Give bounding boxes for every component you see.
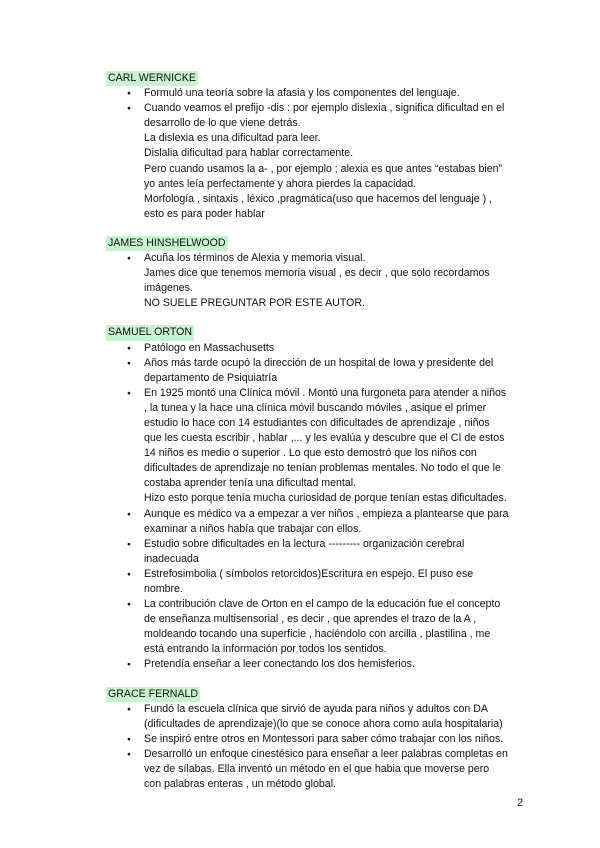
bullet-text-line: (dificultades de aprendizaje)(lo que se conoce ahora como aula hospitalaria): [144, 717, 503, 730]
bullet-list: [108, 251, 528, 311]
bullet-text-line: está entrando la información por todos los sentidos.: [144, 643, 387, 656]
bullet-item: [108, 86, 528, 101]
bullet-text-line: ● Formuló una teoría sobre la afasia y los componentes del lenguaje.: [144, 87, 460, 100]
continuation-text-line: esto es para poder hablar: [144, 207, 265, 220]
bullet-item: [108, 356, 528, 386]
bullet-text-line: departamento de Psiquiatría: [144, 371, 278, 384]
bullet-item: [108, 657, 528, 672]
bullet-text-line: ● Patólogo en Massachusetts: [144, 341, 275, 354]
bullet-text-line: ● La contribución clave de Orton en el campo de la educación fue el concepto: [144, 598, 501, 611]
continuation-text-line: La dislexia es una dificultad para leer.: [144, 132, 321, 145]
bullet-item: [108, 747, 528, 792]
section-heading: JAMES HINSHELWOOD: [106, 236, 228, 251]
bullet-text-line: con palabras enteras , un método global.: [144, 778, 336, 791]
bullet-text-line: 14 niños es medio o superior . Lo que esto demostró que los niños con: [144, 447, 477, 460]
bullet-text-line: ● Desarrolló un enfoque cinestésico para enseñar a leer palabras completas en: [144, 747, 508, 760]
bullet-text-line: ● Estudio sobre dificultades en la lectura --------- organización cerebral: [144, 537, 465, 550]
bullet-text-line: ● Se inspiró entre otros en Montessori para saber cómo trabajar con los niños.: [144, 732, 504, 745]
author-section: [108, 71, 528, 222]
bullet-text-line: nombre.: [144, 583, 183, 595]
continuation-text-line: yo antes leía perfectamente y ahora pierdes la capacidad.: [144, 177, 417, 190]
bullet-text-line: desarrollo de lo que viene detrás.: [144, 117, 301, 130]
bullet-item: [108, 537, 528, 567]
bullet-text-line: vez de sílabas. Ella inventó un método en el que habia que moverse pero: [144, 763, 490, 776]
bullet-item: [108, 251, 528, 311]
bullet-text-line: ● Fundó la escuela clínica que sirvió de ayuda para niños y adultos con DA: [144, 702, 488, 715]
bullet-text-line: ● En 1925 montó una Clínica móvil . Montó una furgoneta para atender a niños: [144, 386, 507, 399]
author-section: [108, 687, 528, 793]
bullet-item: [108, 567, 528, 597]
bullet-text-line: ● Pretendía enseñar a leer conectando los dos hemisferios.: [144, 658, 415, 671]
bullet-item: [108, 597, 528, 657]
bullet-item: [108, 702, 528, 732]
author-section: [108, 325, 528, 672]
bullet-text-line: inadecuada: [144, 552, 199, 565]
bullet-text-line: ● Aunque es médico va a empezar a ver niños , empieza a plantearse que para: [144, 507, 509, 520]
continuation-text-line: Hizo esto porque tenía mucha curiosidad de porque tenían estas dificultades.: [144, 492, 507, 505]
bullet-text-line: ● Cuando veamos el prefijo -dis : por ejemplo dislexia , significa dificultad en el: [144, 102, 505, 115]
continuation-text-line: Morfología , sintaxis , léxico ,pragmática(uso que hacemos del lenguaje ) ,: [144, 192, 493, 205]
bullet-list: [108, 702, 528, 793]
bullet-item: [108, 341, 528, 356]
section-heading: GRACE FERNALD: [106, 687, 200, 702]
bullet-text-line: que les cuesta escribir , hablar ,... y les evalúa y descubre que el CI de estos: [144, 432, 505, 445]
section-heading: CARL WERNICKE: [106, 71, 198, 86]
continuation-text-line: imágenes.: [144, 282, 193, 295]
bullet-text-line: ● Acuña los términos de Alexia y memoria visual.: [144, 252, 366, 265]
section-heading: SAMUEL ORTON: [106, 325, 194, 340]
continuation-text-line: James dice que tenemos memoria visual , es decir , que solo recordamos: [144, 267, 490, 280]
bullet-item: [108, 386, 528, 507]
bullet-text-line: estudio lo hace con 14 estudiantes con dificultades de aprendizaje , niños: [144, 416, 490, 429]
bullet-text-line: dificultades de aprendizaje no tenían problemas mentales. No todo el que le: [144, 462, 501, 475]
bullet-item: [108, 732, 528, 747]
bullet-text-line: de enseñanza multisensorial , es decir , que aprendes el trazo de la A ,: [144, 613, 477, 626]
bullet-item: [108, 101, 528, 222]
bullet-item: [108, 507, 528, 537]
continuation-text-line: NO SUELE PREGUNTAR POR ESTE AUTOR.: [144, 297, 365, 310]
bullet-list: [108, 341, 528, 673]
bullet-list: [108, 86, 528, 222]
continuation-text-line: Dislalia dificultad para hablar correctamente.: [144, 147, 354, 160]
bullet-text-line: ● Años más tarde ocupó la dirección de un hospital de Iowa y presidente del: [144, 356, 494, 369]
page-number: 2: [517, 797, 524, 809]
bullet-text-line: ● Estrefosimbolia ( símbolos retorcidos)Escritura en espejo. El puso ese: [144, 567, 474, 580]
bullet-text-line: examinar a niños había que trabajar con ellos.: [144, 522, 362, 535]
bullet-text-line: , la tunea y la hace una clínica móvil buscando móviles , asique el primer: [144, 401, 487, 414]
continuation-text-line: Pero cuando usamos la a- , por ejemplo ; alexia es que antes “estabas bien”: [144, 162, 503, 175]
page-content: [108, 71, 528, 792]
bullet-text-line: moldeando tocando una superficie , haciéndolo con arcilla , plastilina , me: [144, 628, 491, 641]
author-section: [108, 236, 528, 311]
bullet-text-line: costaba aprender tenía una dificultad mental.: [144, 477, 357, 490]
